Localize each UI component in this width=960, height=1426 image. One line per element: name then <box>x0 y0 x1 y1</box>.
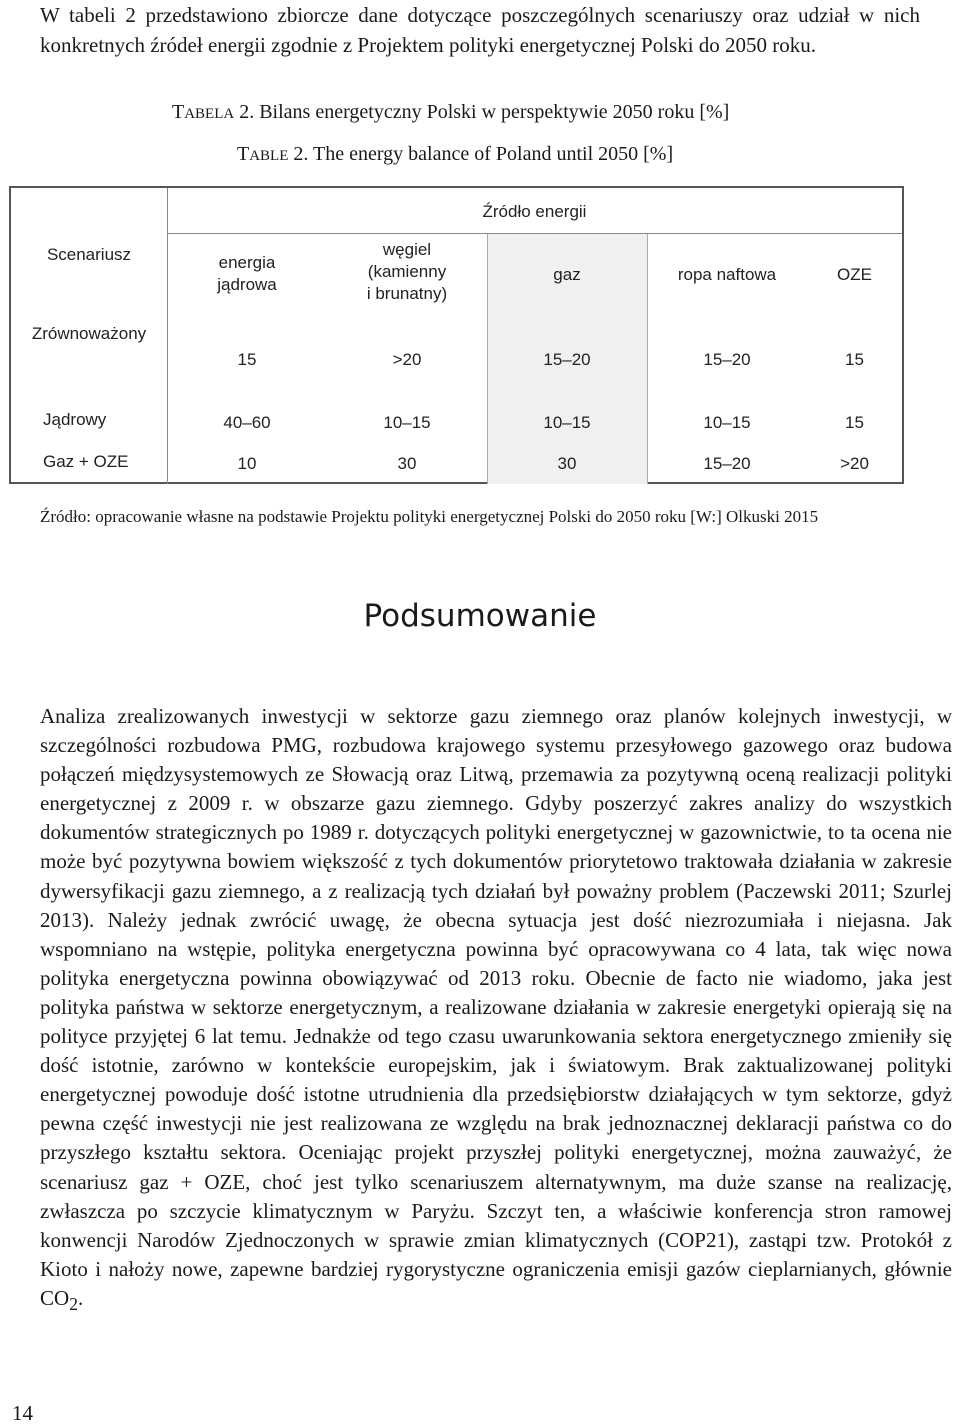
table-cell: 30 <box>557 454 577 473</box>
table-cell: 15 <box>845 350 864 369</box>
header-divider <box>167 233 902 234</box>
table-caption-en <box>237 142 673 168</box>
source-header: Źródło energii <box>482 202 587 221</box>
table-cell: 15 <box>845 413 864 432</box>
col-energia-line1: energia <box>218 253 276 272</box>
table-caption-pl <box>172 100 729 126</box>
summary-text: Analiza zrealizowanych inwestycji w sektorze gazu ziemnego oraz planów kolejnych inwestycji, w szczególności rozbudowa PMG, rozbudowa krajowego systemu przesyłowego gazowego oraz budowa połączeń międzysystemowych ze Słowacją oraz Litwą, przemawia za pozytywną oceną realizacji polityki energetycznej z 2009 r. w obszarze gazu ziemnego. Gdyby poszerzyć zakres analizy do wszystkich dokumentów strategicznych po 1989 r. dotyczących polityki energetycznej w gazownictwie, to ta ocena nie może być pozytywna bowiem większość z tych dokumentów priorytetowo traktowała działania w zakresie dywersyfikacji gazu ziemnego, a z realizacją tych działań był poważny problem (Paczewski 2011; Szurlej 2013). Należy jednak zwrócić uwagę, że obecna sytuacja jest dość niezrozumiała i niejasna. Jak wspomniano na wstępie, polityka energetyczna powinna być opracowywana co 4 lata, tak więc nowa polityka energetyczna powinna obowiązywać od 2013 roku. Obecnie de facto nie wiadomo, jaka jest polityka państwa w sektorze energetycznym, a realizowane działania w zakresie energetyki opierają się na polityce przyjętej 6 lat temu. Jednakże od tego czasu uwarunkowania sektora energetycznego zmieniły się dość istotnie, zarówno w kontekście europejskim, jak i światowym. Brak zaktualizowanej polityki energetycznej powoduje dość istotne utrudnienia dla przedsiębiorstw działających w tym sektorze, gdyż pewna część inwestycji nie jest realizowana ze względu na brak jednoznacznej deklaracji państwa co do przyszłego kształtu sektora. Oceniając projekt przyszłej polityki energetycznej, można zauważyć, że scenariusz gaz + OZE, choć jest tylko scenariuszem alternatywnym, ma duże szanse na realizację, zwłaszcza po szczycie klimatycznym w Paryżu. Szczyt ten, a właściwie konferencja stron ramowej konwencji Narodów Zjednoczonych w sprawie zmian klimatycznych (COP21), zastąpi tzw. Protokół z Kioto i nałoży nowe, zapewne bardziej rygorystyczne ograniczenia emisji gazów cieplarnianych, głównie CO <box>40 704 952 1310</box>
table-cell: >20 <box>392 350 422 369</box>
energy-balance-table <box>9 186 904 484</box>
caption-pl-number: 2. <box>239 101 255 123</box>
table-cell: 15 <box>237 350 257 369</box>
source-note: Źródło: opracowanie własne na podstawie Projektu polityki energetycznej Polski do 2050 roku [W:] Olkuski 2015 <box>40 507 819 526</box>
table-cell: 10–15 <box>383 413 431 432</box>
table-cell: 15–20 <box>543 350 591 369</box>
col-header-gaz: gaz <box>553 265 581 284</box>
table-cell: 10 <box>237 454 257 473</box>
scenario-column-divider <box>167 188 168 484</box>
summary-paragraph <box>40 702 952 1319</box>
caption-pl-text: Bilans energetyczny Polski w perspektywie 2050 roku [%] <box>259 101 730 123</box>
table-cell: 30 <box>397 454 417 473</box>
caption-en-label-rest: ABLE <box>249 148 289 164</box>
table-cell: 15–20 <box>703 454 751 473</box>
table-cell: 10–15 <box>703 413 751 432</box>
row-scenario-zrownowazony: Zrównoważony <box>31 324 147 343</box>
summary-end: . <box>77 1285 84 1310</box>
table-cell: 40–60 <box>223 413 271 432</box>
caption-en-label-first: T <box>237 143 250 165</box>
row-scenario-gaz-oze: Gaz + OZE <box>43 452 129 471</box>
col-wegiel-line1: węgiel <box>382 240 432 259</box>
col-energia-line2: jądrowa <box>217 275 277 294</box>
col-header-ropa: ropa naftowa <box>677 265 777 284</box>
col-header-oze: OZE <box>837 265 872 284</box>
table-cell: 15–20 <box>703 350 751 369</box>
table-cell: >20 <box>840 454 869 473</box>
caption-en-number: 2. <box>293 143 309 165</box>
caption-pl-label-first: T <box>172 101 185 123</box>
intro-paragraph: W tabeli 2 przedstawiono zbiorcze dane dotyczące poszczególnych scenariuszy oraz udział w nich konkretnych źródeł energii zgodnie z Projektem polityki energetycznej Polski do 2050 roku. <box>40 3 920 57</box>
col-wegiel-line2: (kamienny <box>367 262 447 281</box>
summary-subscript: 2 <box>69 1294 78 1315</box>
caption-en-text: The energy balance of Poland until 2050 [%] <box>313 143 674 165</box>
scenario-header: Scenariusz <box>46 245 132 264</box>
row-scenario-jadrowy: Jądrowy <box>43 410 107 429</box>
section-heading: Podsumowanie <box>363 598 597 634</box>
table-cell: 10–15 <box>543 413 591 432</box>
col-header-energia-jadrowa <box>167 252 327 296</box>
page-number: 14 <box>12 1401 33 1425</box>
col-wegiel-line3: i brunatny) <box>366 284 448 303</box>
caption-pl-label-rest: ABELA <box>184 106 235 122</box>
col-header-wegiel <box>327 239 487 305</box>
